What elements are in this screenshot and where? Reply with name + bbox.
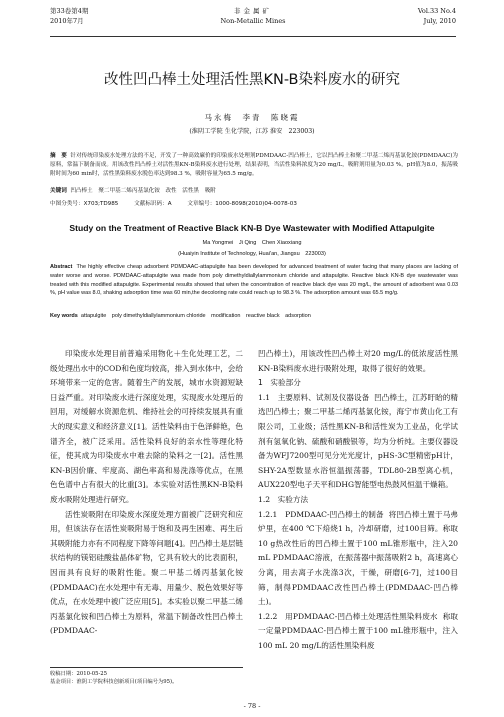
clc-number: 中图分类号：X703;TD985: [50, 201, 119, 207]
journal-name-cn: 非金属矿: [234, 7, 272, 15]
paper-title: 改性凹凸棒土处理活性黑KN-B染料废水的研究: [103, 72, 401, 88]
english-abstract: [50, 263, 458, 298]
english-keywords-label: Key words: [50, 313, 78, 319]
article-id: 文章编号：1000-8098(2010)04-0078-03: [187, 201, 297, 207]
date-en: July, 2010: [423, 17, 456, 25]
classification-line: [50, 199, 458, 207]
english-keywords-text: attapulgite poly dimethyldiallylammonium chloride modification reactive black adsorption: [80, 313, 311, 319]
footnote: [50, 667, 243, 686]
english-affiliation: (Huaiyin Institute of Technology, Huai'an, Jiangsu 223003): [178, 251, 326, 257]
subsubsection-heading: 1.2.2 用PDMDAAC-凹凸棒土处理活性黑染料废水: [258, 611, 438, 621]
volume-en: Vol.33 No.4: [417, 7, 456, 15]
date-cn: 2010年7月: [50, 17, 84, 25]
subsubsection: [258, 508, 458, 610]
abstract-cn: [50, 152, 458, 179]
header-right: [418, 6, 456, 26]
english-authors: Ma Yongmei Ji Qing Chen Xiaoxiang: [202, 240, 302, 246]
english-keywords: [50, 311, 458, 319]
abstract-cn-label: 摘 要: [50, 153, 67, 159]
subsection-heading-text: 1.1 主要原料、试剂及仪器设备: [258, 392, 370, 402]
abstract-cn-text: 针对传统印染废水处理方法的不足，开发了一种高效廉价的印染废水处理剂PDMDAAC-凹凸棒土，它以凹凸棒土和聚二甲基二烯丙基氯化铵(PDMDAAC)为原料，常温下制备而成。用该改性凹凸棒土对活性黑KN-B染料废水进行处理，结果表明，当活性染料浓度为20 mg/L，吸附剂用量为0.03 %，pH值为8.0，振荡吸附时间为60 min时，活性黑染料废水脱色率达到98.3 %，吸附容量为65.5 mg/g。: [50, 153, 458, 177]
english-abstract-label: Abstract: [50, 264, 73, 270]
subsubsection: [258, 610, 458, 654]
journal-name-en: Non-Metallic Mines: [220, 17, 286, 25]
received-date: 收稿日期：2010-05-25: [50, 671, 108, 677]
paragraph: 印染废水处理目前普遍采用物化＋生化处理工艺，二级处理出水中的COD和色度均较高，排入到水体中，会给环境带来一定的危害。随着生产的发展，城市水资源短缺日益严重。对印染废水进行深度处理，实现废水处理后的回用，对缓解水资源危机、维持社会的可持续发展具有重大的现实意义和经济意义[1]。活性染料由于色泽鲜艳，色谱齐全，被广泛采用。活性染料良好的亲水性等理化特征，使其成为印染废水中难去除的染料之一[2]。活性黑KN-B因价廉、牢度高、湖色率高和易洗涤等优点，在黑色色谱中占有很大的比重[3]。本实验对活性黑KN-B染料废水吸附处理进行研究。: [50, 349, 244, 504]
paragraph: 活性炭吸附在印染废水深度处理方面被广泛研究和应用，但该法存在活性炭吸附易于饱和及再生困难、再生后其吸附能力亦有不同程度下降等问题[4]。凹凸棒土是层链状结构的镁铝硅酸盐晶体矿物，它具有较大的比表面积，因而具有良好的吸附性能。聚二甲基二烯丙基氯化铵(PDMDAAC)在水处理中有无毒、用量少、脱色效果好等优点，在水处理中被广泛应用[5]。本实验以聚二甲基二烯丙基氯化铵和凹凸棒土为原料，常温下制备改性凹凸棒土(PDMDAAC-: [50, 509, 244, 636]
paragraph: 称取一定量PDMDAAC-凹凸棒土置于100 mL锥形瓶中，注入100 mL 20 mg/L的活性黑染料废: [258, 611, 458, 650]
paragraph: 凹凸棒土，江苏盱眙的精选凹凸棒土；聚二甲基二烯丙基氯化铵，海宁市黄山化工有限公司，工业级；活性黑KN-B和活性炭为工业品，化学试剂有氢氧化钠、硫酸和硝酸银等，均为分析纯。主要仪器设备为WFJ7200型可见分光光度计，pHS-3C型精密pH计，SHY-2A型数显水浴恒温振荡器，TDL80-2B型离心机，AUX220型电子天平和DHG智能型电热鼓风恒温干燥箱。: [258, 392, 459, 490]
affiliation: (淮阴工学院 生化学院，江苏 淮安 223003): [189, 128, 315, 135]
document-code: 文献标识码：A: [134, 201, 172, 207]
running-header: [50, 6, 456, 37]
english-abstract-text: The highly effective cheap adsorbent PDMDAAC-attapulgite has been developed for advanced treatment of water facing that many places are lacking of water worse and worse. PDMDAAC-attapulgite was made from poly dimethyldiallylammonium chloride and attapulgite. Reactive black KN-B dye wastewater was treated with this modified attapulgite. Experimental results showed that when the concentration of reactive black dye was 20 mg/L, the amount of adsorbent was 0.03 %, pH value was 8.0, shaking adsorption time was 60 min,the decoloring rate could reach up to 98.3 %. The adsorption amount was 65.5 mg/g.: [50, 264, 458, 297]
volume-cn: 第33卷第4期: [50, 7, 89, 15]
page-number: - 78 -: [243, 702, 261, 710]
keywords-cn-text: 凹凸棒土 聚二甲基二烯丙基氯化铵 改性 活性黑 吸附: [70, 188, 216, 194]
paragraph: 凹凸棒土)，用该改性凹凸棒土对20 mg/L的低浓度活性黑KN-B染料废水进行吸附处理，取得了很好的效果。: [258, 349, 458, 373]
fund-note: 基金项目：淮阴工学院科技创新项目(项目编号为95)。: [50, 679, 178, 685]
paragraph: 将凹凸棒土置于马弗炉里，在400 ℃下焙烧1 h，冷却研磨，过100目筛。称取10 g热改性后的凹凸棒土置于100 mL锥形瓶中，注入20 mL PDMDAAC溶液，在振荡器中振荡吸附2 h，高速离心分离，用去离子水洗涤3次，干燥，研磨[6-7]，过100目筛，制得PDMDAAC改性凹凸棒土(PDMDAAC-凹凸棒土)。: [258, 509, 458, 607]
header-center: [50, 6, 456, 26]
body-column-right: [258, 347, 458, 653]
subsubsection-heading: 1.2.1 PDMDAAC-凹凸棒土的制备: [258, 509, 384, 519]
section-heading: 1 实验部分: [258, 378, 301, 388]
subsection-heading: [258, 391, 458, 493]
body-column-left: [50, 347, 243, 639]
keywords-cn-label: 关键词: [50, 188, 67, 194]
authors: 马永梅 李青 陈晓霞: [204, 113, 300, 122]
subsection-heading: 1.2 实验方法: [258, 494, 309, 504]
keywords-cn: [50, 186, 458, 194]
english-title: Study on the Treatment of Reactive Black KN-B Dye Wastewater with Modified Attapulgite: [69, 223, 435, 233]
